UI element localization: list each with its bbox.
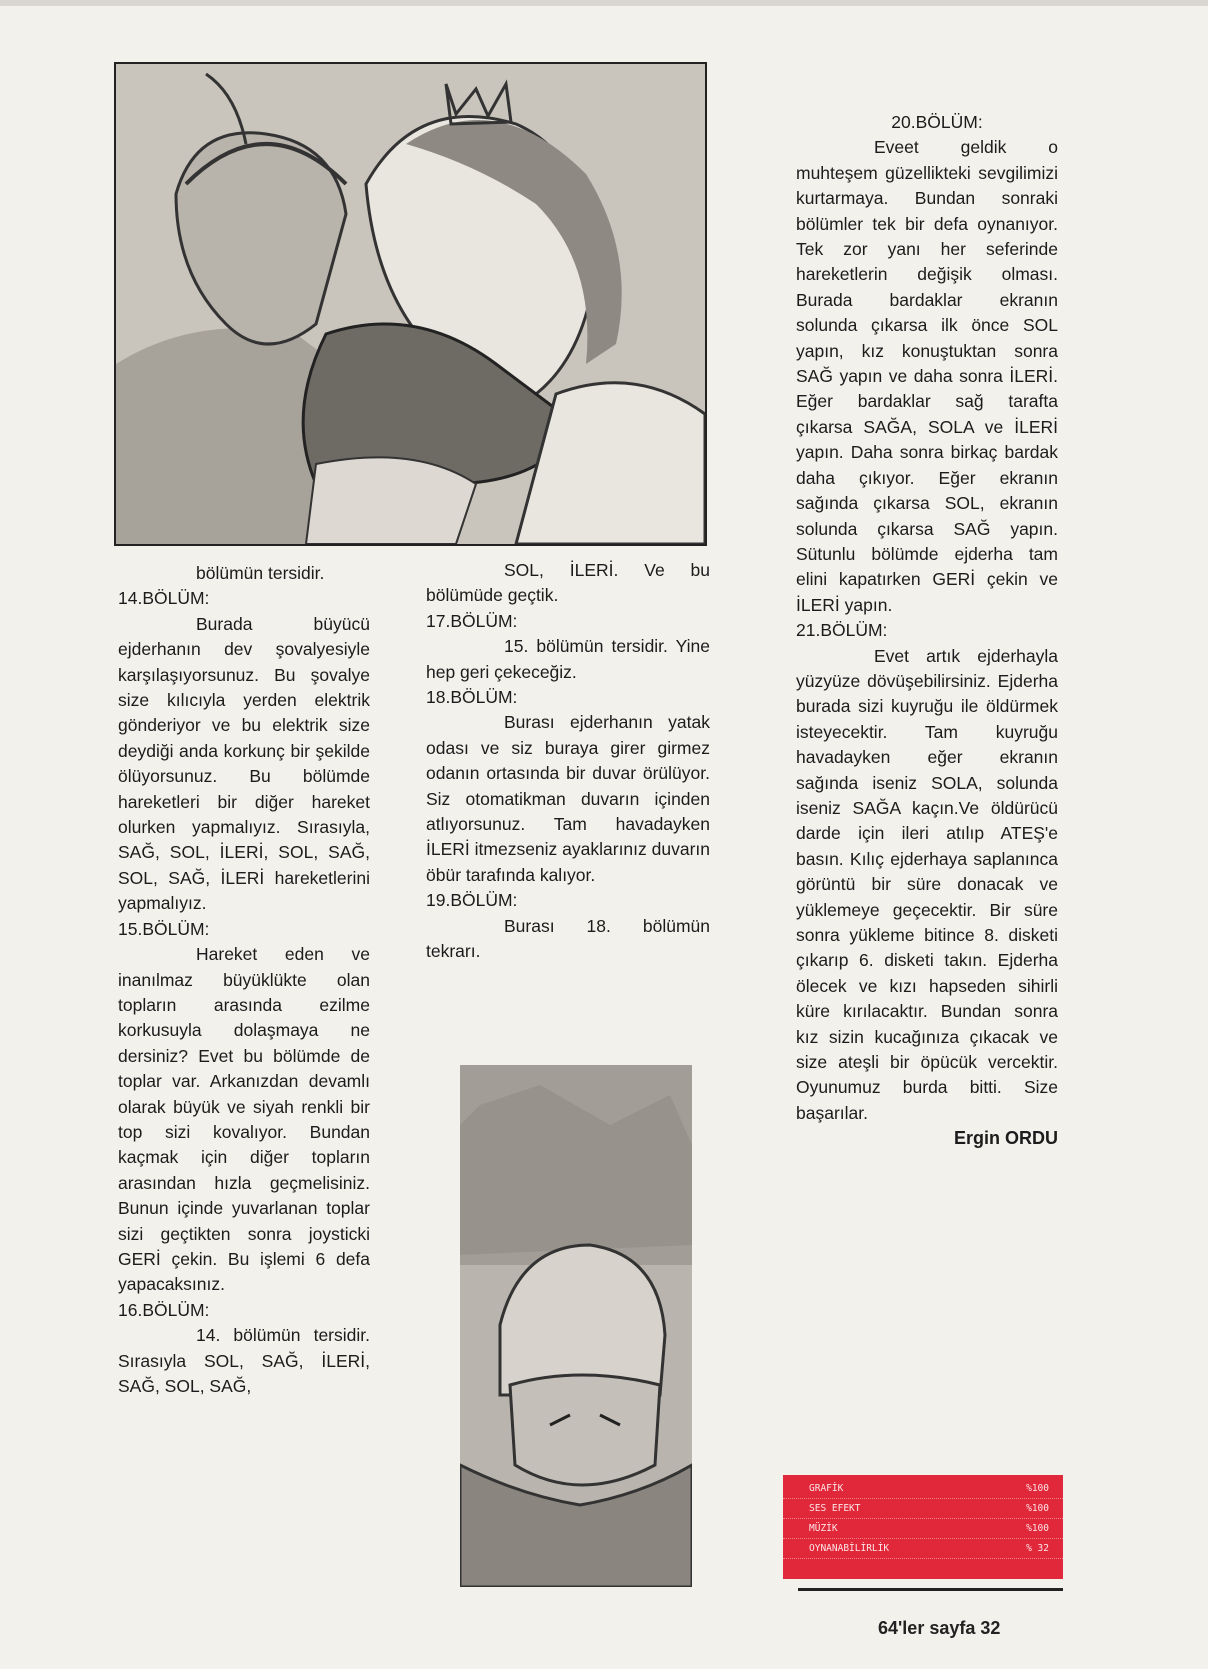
page-top-edge bbox=[0, 0, 1208, 6]
section-heading-14: 14.BÖLÜM: bbox=[118, 588, 210, 609]
author-name: Ergin ORDU bbox=[953, 1128, 1058, 1149]
page-footer: 64'ler sayfa 32 bbox=[878, 1618, 1001, 1638]
paragraph: SOL, İLERİ. Ve bu bölümüde geçtik. bbox=[426, 560, 710, 606]
paragraph: bölümün tersidir. bbox=[196, 563, 325, 583]
rating-row bbox=[783, 1479, 1063, 1499]
rating-label: SES EFEKT bbox=[809, 1503, 861, 1514]
rating-row bbox=[783, 1499, 1063, 1519]
section-heading-20: 20.BÖLÜM: bbox=[891, 112, 983, 132]
paragraph-section-20: Eveet geldik o muhteşem güzellikteki sevgilimizi kurtarmaya. Bundan sonraki bölümler tek bir defa oynanıyor. Tek zor yanı her seferinde hareketlerin değişik olması. Burada bardaklar ekranın solunda çıkarsa ilk önce SOL yapın, kız konuştuktan sonra SAĞ yapın ve daha sonra İLERİ. Eğer bardaklar sağ tarafta çıkarsa SAĞA, SOLA ve İLERİ yapın. Daha sonra birkaç bardak daha çıkıyor. Eğer ekranın sağında çıkarsa SOL, ekranın solunda çıkarsa SAĞ yapın. Sütunlu bölümde ejderha tam elini kapatırken GERİ çekin ve İLERİ yapın. bbox=[796, 137, 1058, 615]
rating-label: MÜZİK bbox=[809, 1523, 838, 1534]
paragraph-section-14: Burada büyücü ejderhanın dev şovalyesiyle karşılaşıyorsunuz. Bu şovalye size kılıcıyla yerden elektrik gönderiyor ve bu elektrik size deydiği anda korkunç bir şekilde ölüyorsunuz. Bu bölümde hareketleri bir diğer hareket olurken yapmalıyız. Sırasıyla, SAĞ, SOL, İLERİ, SOL, SAĞ, SOL, SAĞ, İLERİ hareketlerini yapmalıyız. bbox=[118, 613, 370, 914]
section-heading-18: 18.BÖLÜM: bbox=[426, 687, 518, 708]
rating-row bbox=[783, 1519, 1063, 1539]
paragraph-section-18: Burası ejderhanın yatak odası ve siz buraya girer girmez odanın ortasında bir duvar örülüyor. Siz otomatikman duvarın içinden atlıyorsunuz. Tam havadayken İLERİ itmezseniz ayaklarınız duvarın öbür tarafında kalıyor. bbox=[426, 712, 711, 885]
paragraph-section-16: 14. bölümün tersidir. Sırasıyla SOL, SAĞ, İLERİ, SAĞ, SOL, SAĞ, bbox=[118, 1325, 370, 1396]
paragraph-section-19: Burası 18. bölümün tekrarı. bbox=[426, 915, 710, 962]
rating-value: %100 bbox=[1026, 1503, 1049, 1514]
rating-value: %100 bbox=[1026, 1523, 1049, 1534]
text-column-right bbox=[796, 110, 1058, 1152]
rating-row bbox=[783, 1539, 1063, 1559]
paragraph-section-17: 15. bölümün tersidir. Yine hep geri çekeceğiz. bbox=[426, 636, 710, 682]
paragraph-section-15: Hareket eden ve inanılmaz büyüklükte olan topların arasında ezilme korkusuyla dolaşmaya ne dersiniz? Evet bu bölümde de toplar var. Arkanızdan devamlı olarak büyük ve siyah renkli bir top sizi kovalıyor. Bundan kaçmak için diğer topların arasından hızla geçmelisiniz. Bunun içinde yuvarlanan toplar sizi geçtikten sonra joysticki GERİ çekin. Bu işlemi 6 defa yapacaksınız. bbox=[118, 944, 370, 1295]
section-heading-19: 19.BÖLÜM: bbox=[426, 890, 518, 911]
section-heading-17: 17.BÖLÜM: bbox=[426, 610, 518, 631]
section-heading-21: 21.BÖLÜM: bbox=[796, 620, 888, 641]
text-column-left bbox=[118, 561, 370, 1399]
rating-label: OYNANABİLİRLİK bbox=[809, 1543, 890, 1554]
illustration-knight-closeup bbox=[460, 1065, 692, 1587]
rating-label: GRAFİK bbox=[809, 1483, 844, 1494]
rating-box bbox=[783, 1475, 1063, 1579]
rating-value: % 32 bbox=[1026, 1543, 1049, 1554]
paragraph-section-21: Evet artık ejderhayla yüzyüze dövüşebilirsiniz. Ejderha burada sizi kuyruğu ile öldürmek isteyecektir. Tam kuyruğu havadayken eğer ekranın sağında iseniz SOLA, solunda iseniz SAĞA kaçın.Ve öldürücü darde için ileri atılıp ATEŞ'e basın. Kılıç ejderhaya saplanınca görüntü bir süre donacak ve yüklemeye geçecektir. Bir süre sonra yükleme bitince 8. disketi çıkarıp 6. disketi takın. Ejderha ölecek ve kızı hapseden sihirli küre kırılacaktır. Bundan sonra kız sizin kucağınıza çıkacak ve size ateşli bir öpücük vercektir. Oyunumuz burda bitti. Size başarılar. bbox=[796, 645, 1058, 1123]
section-heading-15: 15.BÖLÜM: bbox=[118, 918, 210, 939]
section-heading-16: 16.BÖLÜM: bbox=[118, 1299, 210, 1320]
text-column-middle bbox=[426, 558, 710, 965]
rating-value: %100 bbox=[1026, 1483, 1049, 1494]
illustration-knight-and-princess bbox=[114, 62, 707, 546]
divider bbox=[798, 1588, 1063, 1591]
